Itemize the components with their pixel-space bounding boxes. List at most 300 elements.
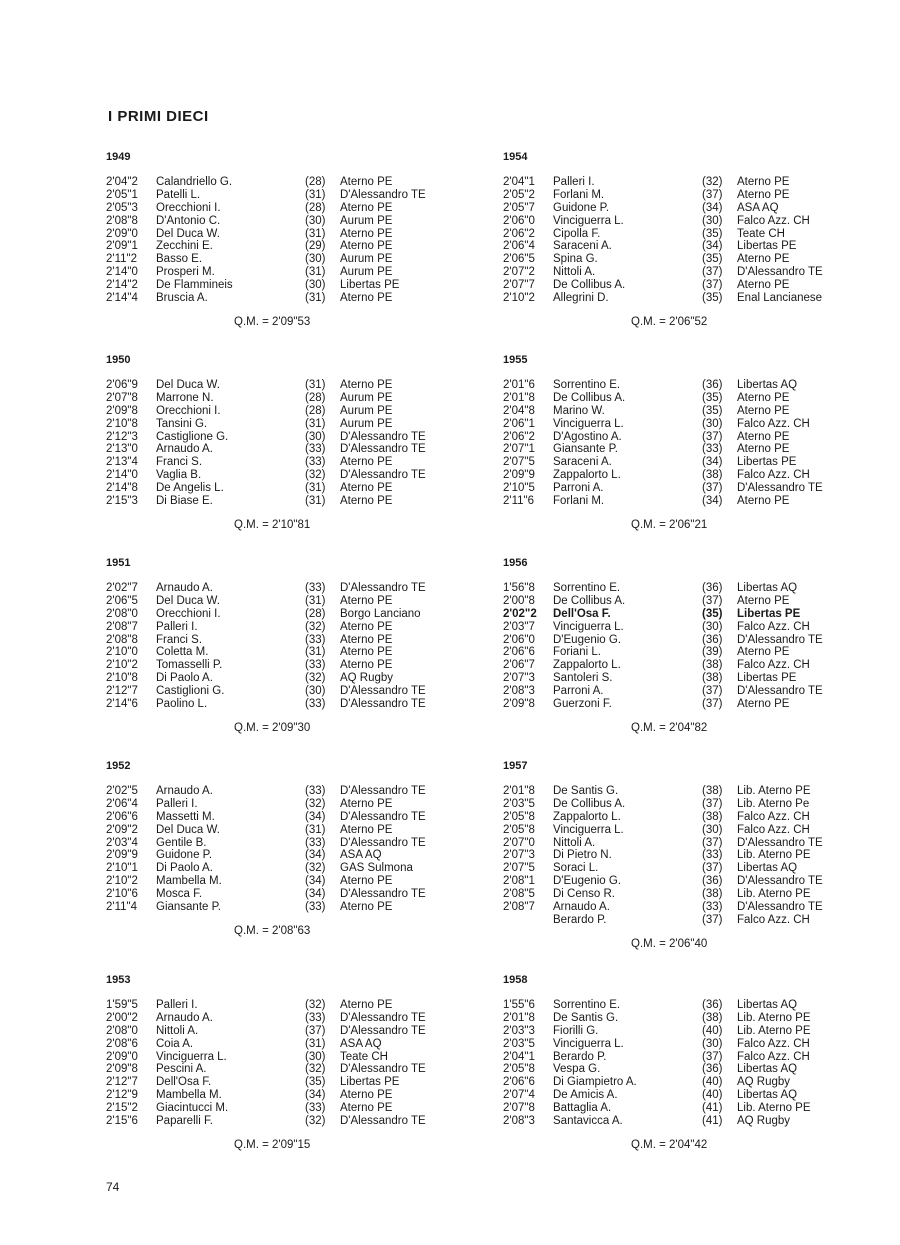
result-row (503, 862, 883, 875)
result-age: (33) (305, 901, 326, 914)
result-club: D'Alessandro TE (737, 633, 823, 646)
result-age: (40) (702, 1024, 723, 1037)
result-age: (29) (305, 240, 326, 253)
result-age: (36) (702, 582, 723, 594)
result-row (503, 646, 883, 659)
result-name: Coia A. (156, 1037, 194, 1050)
result-row (503, 202, 883, 215)
result-club: Libertas PE (737, 240, 797, 253)
result-club: Aterno PE (340, 201, 393, 214)
result-club: Aterno PE (340, 495, 393, 508)
result-name: Forlani M. (553, 188, 605, 201)
result-row (503, 698, 883, 711)
result-age: (34) (305, 888, 326, 901)
result-age: (34) (305, 849, 326, 862)
result-club: Lib. Aterno PE (737, 888, 811, 901)
result-time: 2'01"8 (503, 1011, 535, 1024)
result-club: D'Alessandro TE (340, 1024, 426, 1037)
result-name: Dell'Osa F. (156, 1076, 212, 1089)
result-age: (30) (305, 430, 326, 443)
result-age: (33) (305, 456, 326, 469)
mean-time (503, 937, 883, 951)
result-age: (31) (305, 417, 326, 430)
result-name: Paolino L. (156, 698, 208, 711)
result-name: Mosca F. (156, 888, 203, 901)
year-block-1950 (106, 353, 486, 532)
result-age: (37) (702, 913, 723, 926)
result-row (503, 888, 883, 901)
result-row (503, 1038, 883, 1051)
result-row (503, 621, 883, 634)
result-row (106, 1025, 486, 1038)
result-name: De Angelis L. (156, 482, 224, 495)
result-age: (31) (305, 379, 326, 391)
result-row (106, 608, 486, 621)
result-club: D'Alessandro TE (340, 836, 426, 849)
result-age: (33) (702, 443, 723, 456)
result-row (503, 999, 883, 1012)
mean-time (503, 315, 883, 329)
result-time: 2'07"8 (106, 391, 138, 404)
result-club: AQ Rugby (737, 1076, 791, 1089)
result-row (106, 862, 486, 875)
result-time: 2'10"1 (106, 862, 138, 875)
result-name: Fiorilli G. (553, 1024, 599, 1037)
result-age: (30) (702, 1037, 723, 1050)
mean-time-value: Q.M. = 2'09"15 (234, 1138, 311, 1151)
mean-time (106, 315, 486, 329)
result-age: (35) (702, 607, 723, 620)
result-name: Vinciguerra L. (553, 214, 624, 227)
result-age: (37) (702, 698, 723, 711)
result-row (106, 1115, 486, 1128)
result-time: 2'06"5 (503, 253, 535, 266)
result-time: 2'06"9 (106, 379, 138, 391)
result-name: Zappalorto L. (553, 659, 621, 672)
result-club: D'Alessandro TE (737, 875, 823, 888)
result-name: Patelli L. (156, 188, 201, 201)
result-age: (38) (702, 888, 723, 901)
result-row (106, 240, 486, 253)
result-age: (36) (702, 875, 723, 888)
result-row (503, 1076, 883, 1089)
result-time: 2'08"3 (503, 1115, 535, 1128)
result-age: (38) (702, 672, 723, 685)
result-age: (30) (305, 279, 326, 292)
result-club: D'Alessandro TE (340, 1115, 426, 1128)
result-row (106, 431, 486, 444)
result-club: D'Alessandro TE (340, 430, 426, 443)
result-age: (38) (702, 469, 723, 482)
result-age: (28) (305, 607, 326, 620)
result-age: (31) (305, 823, 326, 836)
result-name: Bruscia A. (156, 292, 208, 305)
result-age: (30) (305, 214, 326, 227)
result-age: (34) (702, 240, 723, 253)
result-time: 2'07"0 (503, 836, 535, 849)
result-name: Nittoli A. (553, 836, 596, 849)
result-club: Lib. Aterno PE (737, 1102, 811, 1115)
result-age: (33) (305, 582, 326, 594)
result-time: 2'08"0 (106, 1024, 138, 1037)
result-name: Forlani M. (553, 495, 605, 508)
result-club: Aterno PE (737, 430, 790, 443)
result-club: D'Alessandro TE (340, 469, 426, 482)
result-age: (34) (305, 875, 326, 888)
result-age: (31) (305, 482, 326, 495)
result-age: (40) (702, 1089, 723, 1102)
result-club: D'Alessandro TE (340, 1011, 426, 1024)
result-time: 2'06"4 (503, 240, 535, 253)
result-name: Coletta M. (156, 646, 209, 659)
result-time: 2'12"7 (106, 1076, 138, 1089)
result-name: Di Paolo A. (156, 672, 213, 685)
year-heading: 1950 (106, 354, 131, 366)
result-time: 2'06"6 (503, 646, 535, 659)
year-heading: 1954 (503, 151, 528, 163)
result-row (503, 266, 883, 279)
result-age: (35) (702, 292, 723, 305)
result-name: Vespa G. (553, 1063, 601, 1076)
result-club: Falco Azz. CH (737, 1050, 810, 1063)
result-name: Sorrentino E. (553, 999, 621, 1011)
result-club: D'Alessandro TE (737, 266, 823, 279)
result-age: (37) (702, 797, 723, 810)
result-name: Spina G. (553, 253, 598, 266)
mean-time (106, 518, 486, 532)
result-name: Marino W. (553, 404, 605, 417)
result-club: Falco Azz. CH (737, 214, 810, 227)
result-name: Arnaudo A. (156, 1011, 213, 1024)
result-row (106, 888, 486, 901)
result-club: Falco Azz. CH (737, 469, 810, 482)
result-age: (35) (702, 227, 723, 240)
result-name: Paparelli F. (156, 1115, 213, 1128)
result-club: D'Alessandro TE (340, 443, 426, 456)
result-club: ASA AQ (340, 849, 382, 862)
result-name: Del Duca W. (156, 823, 220, 836)
result-name: De Collibus A. (553, 391, 626, 404)
result-name: Cipolla F. (553, 227, 601, 240)
result-age: (32) (305, 620, 326, 633)
mean-time-value: Q.M. = 2'04"42 (631, 1138, 708, 1151)
result-time: 2'04"8 (503, 404, 535, 417)
result-time: 2'10"2 (106, 659, 138, 672)
result-name: Franci S. (156, 456, 203, 469)
year-block-1958 (503, 973, 883, 1152)
result-row (106, 659, 486, 672)
result-row (106, 798, 486, 811)
result-time: 2'03"3 (503, 1024, 535, 1037)
result-name: Giansante P. (553, 443, 619, 456)
result-time: 2'09"8 (106, 1063, 138, 1076)
result-age: (34) (702, 456, 723, 469)
result-club: D'Alessandro TE (340, 1063, 426, 1076)
result-name: De Collibus A. (553, 594, 626, 607)
result-row (503, 811, 883, 824)
result-time: 1'59"5 (106, 999, 138, 1011)
result-club: Aurum PE (340, 253, 393, 266)
result-club: Falco Azz. CH (737, 823, 810, 836)
result-age: (32) (702, 176, 723, 188)
result-time: 2'08"7 (106, 620, 138, 633)
result-club: D'Alessandro TE (340, 188, 426, 201)
result-row (106, 1102, 486, 1115)
result-row (503, 176, 883, 189)
result-time: 2'15"6 (106, 1115, 138, 1128)
result-age: (28) (305, 404, 326, 417)
result-row (503, 456, 883, 469)
result-age: (40) (702, 1076, 723, 1089)
result-age: (37) (702, 1050, 723, 1063)
result-club: Libertas AQ (737, 1063, 798, 1076)
result-club: D'Alessandro TE (340, 785, 426, 797)
result-age: (30) (305, 685, 326, 698)
result-club: Falco Azz. CH (737, 620, 810, 633)
year-block-1957 (503, 759, 883, 951)
result-time: 2'10"6 (106, 888, 138, 901)
result-row (106, 582, 486, 595)
result-time: 2'08"7 (503, 901, 535, 914)
result-row (503, 379, 883, 392)
result-row (106, 685, 486, 698)
result-name: Berardo P. (553, 913, 607, 926)
result-time: 2'09"0 (106, 1050, 138, 1063)
result-club: AQ Rugby (737, 1115, 791, 1128)
year-heading: 1956 (503, 557, 528, 569)
year-heading: 1955 (503, 354, 528, 366)
result-age: (37) (702, 594, 723, 607)
result-age: (32) (305, 999, 326, 1011)
result-time: 2'13"4 (106, 456, 138, 469)
result-row (106, 849, 486, 862)
result-name: Parroni A. (553, 685, 604, 698)
result-club: Teate CH (737, 227, 785, 240)
result-name: Gentile B. (156, 836, 207, 849)
result-row (503, 1025, 883, 1038)
result-name: De Amicis A. (553, 1089, 618, 1102)
result-club: GAS Sulmona (340, 862, 413, 875)
result-time: 2'11"6 (503, 495, 535, 508)
result-time: 2'06"2 (503, 227, 535, 240)
result-club: Aurum PE (340, 214, 393, 227)
page-title: I PRIMI DIECI (108, 108, 209, 125)
result-row (503, 392, 883, 405)
result-row (106, 901, 486, 914)
result-row (106, 1076, 486, 1089)
result-time: 2'06"0 (503, 633, 535, 646)
result-name: Orecchioni I. (156, 607, 221, 620)
result-time: 2'10"0 (106, 646, 138, 659)
result-age: (31) (305, 495, 326, 508)
result-club: Aterno PE (340, 823, 393, 836)
result-row (106, 253, 486, 266)
result-row (503, 495, 883, 508)
result-name: Orecchioni I. (156, 404, 221, 417)
result-time: 2'12"9 (106, 1089, 138, 1102)
result-time: 2'04"2 (106, 176, 138, 188)
result-club: Libertas AQ (737, 379, 798, 391)
result-row (106, 266, 486, 279)
result-time: 2'06"6 (503, 1076, 535, 1089)
result-time: 2'14"6 (106, 698, 138, 711)
result-time: 2'14"4 (106, 292, 138, 305)
result-name: Dell'Osa F. (553, 607, 611, 620)
result-time: 2'01"8 (503, 785, 535, 797)
result-club: Libertas AQ (737, 1089, 798, 1102)
year-block-1953 (106, 973, 486, 1152)
result-row (503, 824, 883, 837)
result-age: (32) (305, 469, 326, 482)
result-age: (37) (702, 430, 723, 443)
year-block-1956 (503, 556, 883, 735)
result-club: Aterno PE (340, 176, 393, 188)
result-name: Palleri I. (553, 176, 595, 188)
result-name: Palleri I. (156, 620, 198, 633)
result-row (503, 875, 883, 888)
result-row (503, 1115, 883, 1128)
result-name: Guidone P. (553, 201, 610, 214)
result-time: 2'12"7 (106, 685, 138, 698)
result-club: D'Alessandro TE (340, 698, 426, 711)
result-row (106, 279, 486, 292)
result-age: (38) (702, 659, 723, 672)
result-row (503, 418, 883, 431)
result-name: Sorrentino E. (553, 582, 621, 594)
result-age: (38) (702, 785, 723, 797)
result-club: Aterno PE (340, 456, 393, 469)
result-time: 2'06"1 (503, 417, 535, 430)
result-club: Lib. Aterno Pe (737, 797, 810, 810)
result-time: 2'05"1 (106, 188, 138, 201)
result-name: Vinciguerra L. (553, 823, 624, 836)
result-club: Aterno PE (340, 633, 393, 646)
result-club: AQ Rugby (340, 672, 394, 685)
result-time: 2'08"3 (503, 685, 535, 698)
result-club: D'Alessandro TE (737, 901, 823, 914)
result-age: (33) (305, 443, 326, 456)
result-row (503, 292, 883, 305)
result-time: 2'10"8 (106, 672, 138, 685)
year-heading: 1952 (106, 760, 131, 772)
result-age: (32) (305, 797, 326, 810)
result-time: 2'09"0 (106, 227, 138, 240)
result-row (503, 443, 883, 456)
result-club: Aterno PE (340, 379, 393, 391)
result-row (106, 785, 486, 798)
result-row (106, 202, 486, 215)
year-block-1954 (503, 150, 883, 329)
result-club: Aterno PE (737, 188, 790, 201)
result-club: Falco Azz. CH (737, 1037, 810, 1050)
result-club: D'Alessandro TE (737, 482, 823, 495)
result-name: D'Antonio C. (156, 214, 221, 227)
result-name: D'Agostino A. (553, 430, 622, 443)
result-club: Falco Azz. CH (737, 810, 810, 823)
result-row (106, 621, 486, 634)
result-time: 2'13"0 (106, 443, 138, 456)
mean-time (106, 1138, 486, 1152)
result-age: (36) (702, 1063, 723, 1076)
result-name: Vinciguerra L. (553, 417, 624, 430)
result-name: Calandriello G. (156, 176, 233, 188)
result-age: (32) (305, 672, 326, 685)
result-name: Giacintucci M. (156, 1102, 229, 1115)
result-time: 2'14"8 (106, 482, 138, 495)
result-age: (30) (305, 253, 326, 266)
result-time: 2'03"5 (503, 797, 535, 810)
result-age: (41) (702, 1102, 723, 1115)
result-club: Libertas PE (340, 279, 400, 292)
result-time: 1'56"8 (503, 582, 535, 594)
page-number: 74 (106, 1180, 120, 1194)
result-club: Aterno PE (737, 646, 790, 659)
result-age: (39) (702, 646, 723, 659)
result-name: De Santis G. (553, 1011, 619, 1024)
result-time: 2'15"3 (106, 495, 138, 508)
result-name: Zappalorto L. (553, 810, 621, 823)
result-row (106, 634, 486, 647)
result-name: Castiglioni G. (156, 685, 225, 698)
result-row (106, 1089, 486, 1102)
result-time: 2'12"3 (106, 430, 138, 443)
result-time: 2'10"5 (503, 482, 535, 495)
result-time: 2'09"9 (106, 849, 138, 862)
result-time: 2'06"2 (503, 430, 535, 443)
result-name: Guerzoni F. (553, 698, 612, 711)
result-time: 2'07"4 (503, 1089, 535, 1102)
result-row (503, 901, 883, 914)
result-name: Vinciguerra L. (553, 1037, 624, 1050)
result-age: (37) (702, 482, 723, 495)
result-name: Vinciguerra L. (156, 1050, 227, 1063)
result-age: (35) (702, 253, 723, 266)
result-age: (31) (305, 188, 326, 201)
mean-time-value: Q.M. = 2'06"21 (631, 518, 708, 531)
result-club: D'Alessandro TE (340, 888, 426, 901)
result-club: Lib. Aterno PE (737, 849, 811, 862)
result-time: 2'10"2 (503, 292, 535, 305)
result-row (503, 215, 883, 228)
result-club: Aterno PE (340, 594, 393, 607)
result-time: 2'10"8 (106, 417, 138, 430)
result-row (106, 443, 486, 456)
result-name: Palleri I. (156, 999, 198, 1011)
result-time: 2'11"2 (106, 253, 138, 266)
result-name: Arnaudo A. (553, 901, 610, 914)
result-club: Aterno PE (737, 391, 790, 404)
result-name: De Collibus A. (553, 279, 626, 292)
result-name: Nittoli A. (553, 266, 596, 279)
result-club: Lib. Aterno PE (737, 785, 811, 797)
result-time: 2'08"8 (106, 633, 138, 646)
result-age: (36) (702, 379, 723, 391)
result-time: 2'14"2 (106, 279, 138, 292)
result-row (106, 646, 486, 659)
result-name: Di Paolo A. (156, 862, 213, 875)
result-time: 2'05"3 (106, 201, 138, 214)
result-club: Aterno PE (737, 698, 790, 711)
year-heading: 1958 (503, 974, 528, 986)
result-row (503, 1089, 883, 1102)
result-row (106, 392, 486, 405)
result-club: Aurum PE (340, 391, 393, 404)
result-row (503, 798, 883, 811)
result-age: (28) (305, 391, 326, 404)
result-club: Aterno PE (340, 659, 393, 672)
result-club: D'Alessandro TE (340, 582, 426, 594)
result-club: Aterno PE (340, 292, 393, 305)
